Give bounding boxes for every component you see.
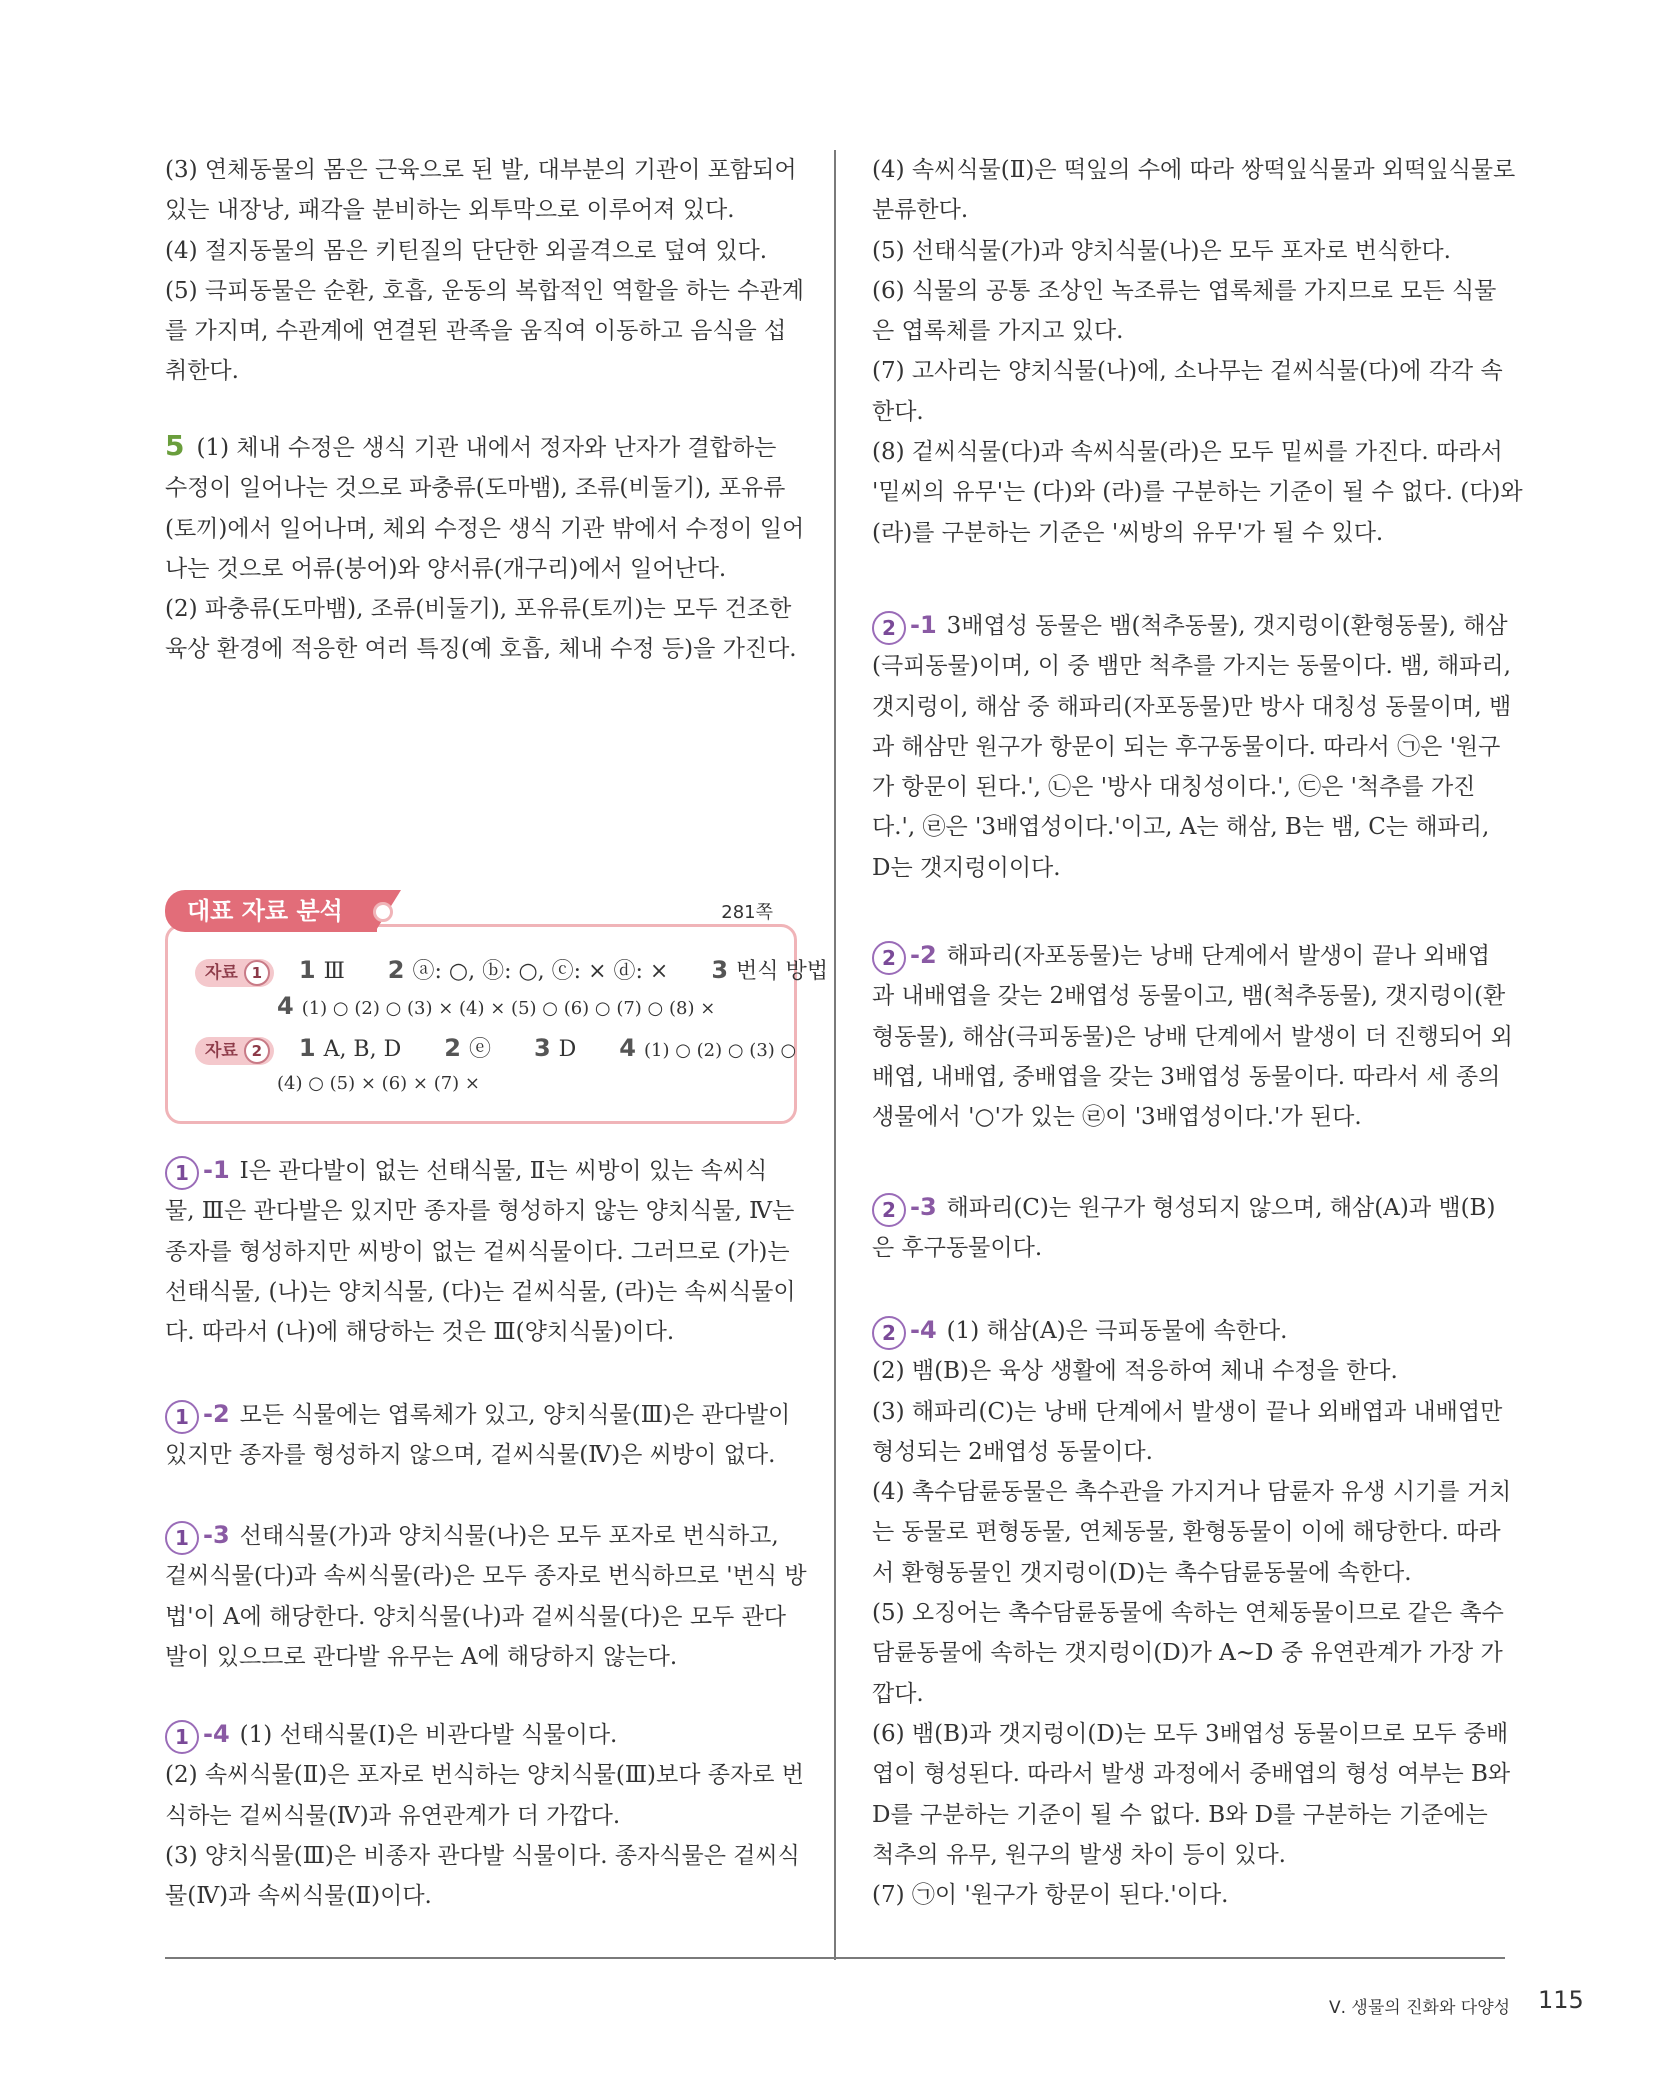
question-1-3 xyxy=(165,1515,807,1677)
text-line: 물(Ⅳ)과 속씨식물(Ⅱ)이다. xyxy=(165,1883,432,1910)
text-line: 분류한다. xyxy=(872,197,969,224)
label-text: 자료 xyxy=(205,1041,238,1061)
question-circle-number: 2 xyxy=(872,941,906,975)
text-line xyxy=(165,1714,797,1755)
item-number: 4 xyxy=(277,992,294,1020)
question-sub: -3 xyxy=(910,1193,937,1221)
question-2-1 xyxy=(872,605,1512,888)
text-line: 과 내배엽을 갖는 2배엽성 동물이고, 뱀(척추동물), 갯지렁이(환 xyxy=(872,983,1506,1010)
text-line: 과 해삼만 원구가 항문이 되는 후구동물이다. 따라서 ㉠은 '원구 xyxy=(872,733,1501,760)
question-circle-number: 2 xyxy=(872,611,906,645)
data-label-2 xyxy=(195,1037,274,1065)
text-span: 모든 식물에는 엽록체가 있고, 양치식물(Ⅲ)은 관다발이 xyxy=(239,1402,791,1428)
question-circle-number: 2 xyxy=(872,1316,906,1350)
text-line: 발이 있으므로 관다발 유무는 A에 해당하지 않는다. xyxy=(165,1643,678,1670)
text-line: '밑씨의 유무'는 (다)와 (라)를 구분하는 기준이 될 수 없다. (다)와 xyxy=(872,479,1523,506)
item-text: Ⅲ xyxy=(323,959,345,984)
text-line: 형동물), 해삼(극피동물)은 낭배 단계에서 발생이 더 진행되어 외 xyxy=(872,1023,1513,1050)
intro-left xyxy=(165,150,804,392)
text-line: 서 환형동물인 갯지렁이(D)는 촉수담륜동물에 속한다. xyxy=(872,1559,1412,1586)
item-text: ⓔ xyxy=(468,1037,491,1062)
question-2-2 xyxy=(872,935,1513,1137)
item-number: 4 xyxy=(619,1034,636,1062)
text-line: (8) 겉씨식물(다)과 속씨식물(라)은 모두 밑씨를 가진다. 따라서 xyxy=(872,439,1503,466)
text-line xyxy=(165,1394,797,1435)
question-circle-number: 1 xyxy=(165,1521,199,1555)
question-sub: -1 xyxy=(910,611,937,639)
item-number: 2 xyxy=(387,956,405,984)
item-text: (1) ○ (2) ○ (3) × (4) × (5) ○ (6) ○ (7) ○ (8) × xyxy=(301,998,716,1019)
text-line: 선태식물, (나)는 양치식물, (다)는 겉씨식물, (라)는 속씨식물이 xyxy=(165,1278,796,1305)
text-line: 가 항문이 된다.', ㉡은 '방사 대칭성이다.', ㉢은 '척추를 가진 xyxy=(872,774,1476,801)
text-span: (1) 해삼(A)은 극피동물에 속한다. xyxy=(946,1318,1288,1344)
text-line: 있지만 종자를 형성하지 않으며, 겉씨식물(Ⅳ)은 씨방이 없다. xyxy=(165,1442,776,1469)
text-line: 한다. xyxy=(872,398,924,425)
question-tag xyxy=(872,935,937,975)
text-span: (1) 체내 수정은 생식 기관 내에서 정자와 난자가 결합하는 xyxy=(196,435,777,461)
item-number: 1 xyxy=(298,956,316,984)
text-line: D는 갯지렁이이다. xyxy=(872,854,1061,881)
item-text: 번식 방법 xyxy=(736,959,829,984)
answer-item xyxy=(444,1034,491,1062)
text-line: 는 동물로 편형동물, 연체동물, 환형동물이 이에 해당한다. 따라 xyxy=(872,1519,1501,1546)
answer-item xyxy=(533,1034,577,1062)
text-line: 종자를 형성하지만 씨방이 없는 겉씨식물이다. 그러므로 (가)는 xyxy=(165,1238,790,1265)
text-line: 육상 환경에 적응한 여러 특징(예 호흡, 체내 수정 등)을 가진다. xyxy=(165,636,797,663)
text-line: (3) 양치식물(Ⅲ)은 비종자 관다발 식물이다. 종자식물은 겉씨식 xyxy=(165,1842,800,1869)
question-tag xyxy=(165,1515,230,1555)
text-line: 생물에서 '○'가 있는 ㉣이 '3배엽성이다.'가 된다. xyxy=(872,1104,1362,1131)
column-divider xyxy=(834,150,836,1960)
question-sub: -1 xyxy=(203,1156,230,1184)
footer-rule xyxy=(165,1957,1505,1959)
question-tag xyxy=(872,1310,937,1350)
text-line: 물, Ⅲ은 관다발은 있지만 종자를 형성하지 않는 양치식물, Ⅳ는 xyxy=(165,1198,795,1225)
question-1-4 xyxy=(165,1714,804,1916)
text-line: (2) 파충류(도마뱀), 조류(비둘기), 포유류(토끼)는 모두 건조한 xyxy=(165,596,792,623)
text-line xyxy=(872,605,1508,646)
answer-item xyxy=(298,956,345,984)
question-1-1 xyxy=(165,1150,797,1352)
text-line: 다. 따라서 (나)에 해당하는 것은 Ⅲ(양치식물)이다. xyxy=(165,1319,675,1346)
footer-page-number: 115 xyxy=(1538,1986,1584,2014)
text-line xyxy=(165,1150,797,1191)
text-line: (5) 극피동물은 순환, 호흡, 운동의 복합적인 역할을 하는 수관계 xyxy=(165,277,804,304)
text-line: (7) 고사리는 양치식물(나)에, 소나무는 겉씨식물(다)에 각각 속 xyxy=(872,358,1503,385)
analysis-row-2 xyxy=(195,1032,796,1065)
question-number: 5 xyxy=(165,429,185,462)
text-line: 취한다. xyxy=(165,358,239,385)
question-circle-number: 1 xyxy=(165,1400,199,1434)
question-circle-number: 2 xyxy=(872,1193,906,1227)
label-number: 1 xyxy=(244,960,270,986)
text-line: D를 구분하는 기준이 될 수 없다. B와 D를 구분하는 기준에는 xyxy=(872,1801,1488,1828)
label-number: 2 xyxy=(244,1038,270,1064)
item-number: 3 xyxy=(533,1034,551,1062)
text-line xyxy=(872,935,1504,976)
text-line: 있는 내장낭, 패각을 분비하는 외투막으로 이루어져 있다. xyxy=(165,197,735,224)
answer-item xyxy=(298,1034,402,1062)
text-line: 겉씨식물(다)과 속씨식물(라)은 모두 종자로 번식하므로 '번식 방 xyxy=(165,1563,807,1590)
text-line: (6) 뱀(B)과 갯지렁이(D)는 모두 3배엽성 동물이므로 모두 중배 xyxy=(872,1720,1509,1747)
question-sub: -4 xyxy=(910,1316,937,1344)
text-line: 수정이 일어나는 것으로 파충류(도마뱀), 조류(비둘기), 포유류 xyxy=(165,475,786,502)
text-line xyxy=(165,426,797,468)
text-line: 배엽, 내배엽, 중배엽을 갖는 3배엽성 동물이다. 따라서 세 종의 xyxy=(872,1063,1501,1090)
text-line: (5) 선태식물(가)과 양치식물(나)은 모두 포자로 번식한다. xyxy=(872,237,1451,264)
label-text: 자료 xyxy=(205,963,238,983)
question-circle-number: 1 xyxy=(165,1720,199,1754)
item-text: ⓐ: ○, ⓑ: ○, ⓒ: × ⓓ: × xyxy=(412,959,669,984)
question-tag xyxy=(165,1714,230,1754)
item-number: 2 xyxy=(444,1034,461,1062)
analysis-row-1 xyxy=(195,954,828,987)
text-line: 담륜동물에 속하는 갯지렁이(D)가 A~D 중 유연관계가 가장 가 xyxy=(872,1640,1503,1667)
text-line: (5) 오징어는 촉수담륜동물에 속하는 연체동물이므로 같은 촉수 xyxy=(872,1600,1504,1627)
text-line: (2) 속씨식물(Ⅱ)은 포자로 번식하는 양치식물(Ⅲ)보다 종자로 번 xyxy=(165,1762,804,1789)
text-line: (토끼)에서 일어나며, 체외 수정은 생식 기관 밖에서 수정이 일어 xyxy=(165,515,805,542)
item-number: 1 xyxy=(298,1034,316,1062)
text-line: (4) 절지동물의 몸은 키틴질의 단단한 외골격으로 덮여 있다. xyxy=(165,237,768,264)
question-tag xyxy=(165,1150,230,1190)
question-1-2 xyxy=(165,1394,797,1476)
item-text: D xyxy=(558,1037,577,1062)
text-line: 법'이 A에 해당한다. 양치식물(나)과 겉씨식물(다)은 모두 관다 xyxy=(165,1603,787,1630)
text-span: 선태식물(가)과 양치식물(나)은 모두 포자로 번식하고, xyxy=(239,1523,779,1549)
question-circle-number: 1 xyxy=(165,1156,199,1190)
question-2-4 xyxy=(872,1310,1512,1915)
text-line: (극피동물)이며, 이 중 뱀만 척추를 가지는 동물이다. 뱀, 해파리, xyxy=(872,653,1511,680)
analysis-box xyxy=(165,890,829,1122)
text-line xyxy=(872,1310,1504,1351)
text-line: 다.', ㉣은 '3배엽성이다.'이고, A는 해삼, B는 뱀, C는 해파리, xyxy=(872,814,1490,841)
item-text: A, B, D xyxy=(323,1037,402,1062)
question-sub: -2 xyxy=(910,941,937,969)
text-line: (3) 연체동물의 몸은 근육으로 된 발, 대부분의 기관이 포함되어 xyxy=(165,157,797,183)
analysis-tab-label: 대표 자료 분석 xyxy=(165,890,377,932)
text-line: (7) ㉠이 '원구가 항문이 된다.'이다. xyxy=(872,1882,1229,1909)
text-line: 를 가지며, 수관계에 연결된 관족을 움직여 이동하고 음식을 섭 xyxy=(165,318,787,345)
text-line: 나는 것으로 어류(붕어)와 양서류(개구리)에서 일어난다. xyxy=(165,555,727,582)
analysis-row-1b xyxy=(277,992,751,1020)
analysis-row-2b xyxy=(277,1070,480,1095)
question-sub: -2 xyxy=(203,1400,230,1428)
answer-item xyxy=(619,1034,797,1062)
text-span: 해파리(자포동물)는 낭배 단계에서 발생이 끝나 외배엽 xyxy=(946,943,1490,969)
text-line: (6) 식물의 공통 조상인 녹조류는 엽록체를 가지므로 모든 식물 xyxy=(872,277,1497,304)
question-sub: -3 xyxy=(203,1521,230,1549)
text-line: 형성되는 2배엽성 동물이다. xyxy=(872,1438,1153,1465)
answer-item xyxy=(387,956,669,984)
text-line: 식하는 겉씨식물(Ⅳ)과 유연관계가 더 가깝다. xyxy=(165,1802,621,1829)
text-span: 3배엽성 동물은 뱀(척추동물), 갯지렁이(환형동물), 해삼 xyxy=(946,613,1508,639)
text-line: 엽이 형성된다. 따라서 발생 과정에서 중배엽의 형성 여부는 B와 xyxy=(872,1761,1511,1788)
text-line: 깝다. xyxy=(872,1680,924,1707)
question-tag xyxy=(872,1187,937,1227)
text-line: (4) 속씨식물(Ⅱ)은 떡잎의 수에 따라 쌍떡잎식물과 외떡잎식물로 xyxy=(872,157,1516,183)
text-line: 은 엽록체를 가지고 있다. xyxy=(872,318,1124,345)
item-text: (4) ○ (5) × (6) × (7) × xyxy=(277,1073,480,1094)
text-line: (라)를 구분하는 기준은 '씨방의 유무'가 될 수 있다. xyxy=(872,519,1384,546)
item-number: 3 xyxy=(711,956,729,984)
text-span: 해파리(C)는 원구가 형성되지 않으며, 해삼(A)과 뱀(B) xyxy=(946,1195,1496,1221)
text-line: 은 후구동물이다. xyxy=(872,1235,1043,1262)
page-reference: 281쪽 xyxy=(721,902,773,923)
item-text: (1) ○ (2) ○ (3) ○ xyxy=(644,1040,797,1061)
text-line: (4) 촉수담륜동물은 촉수관을 가지거나 담륜자 유생 시기를 거치 xyxy=(872,1479,1512,1506)
question-sub: -4 xyxy=(203,1720,230,1748)
text-span: (1) 선태식물(Ⅰ)은 비관다발 식물이다. xyxy=(239,1722,618,1748)
footer-section-title: Ⅴ. 생물의 진화와 다양성 xyxy=(1329,1998,1511,2018)
text-line xyxy=(872,1187,1504,1228)
question-tag xyxy=(165,1394,230,1434)
question-tag xyxy=(872,605,937,645)
question-2-3 xyxy=(872,1187,1504,1269)
data-label-1 xyxy=(195,959,274,987)
question-5 xyxy=(165,426,805,670)
text-span: Ⅰ은 관다발이 없는 선태식물, Ⅱ는 씨방이 있는 속씨식 xyxy=(239,1158,768,1184)
text-line: 척추의 유무, 원구의 발생 차이 등이 있다. xyxy=(872,1841,1286,1868)
intro-right xyxy=(872,150,1523,553)
text-line: (2) 뱀(B)은 육상 생활에 적응하여 체내 수정을 한다. xyxy=(872,1358,1398,1385)
text-line: 갯지렁이, 해삼 중 해파리(자포동물)만 방사 대칭성 동물이며, 뱀 xyxy=(872,693,1512,720)
answer-item xyxy=(277,992,716,1020)
text-line xyxy=(165,1515,797,1556)
analysis-tab-dot xyxy=(373,902,393,922)
answer-item xyxy=(711,956,829,984)
text-line: (3) 해파리(C)는 낭배 단계에서 발생이 끝나 외배엽과 내배엽만 xyxy=(872,1398,1503,1425)
